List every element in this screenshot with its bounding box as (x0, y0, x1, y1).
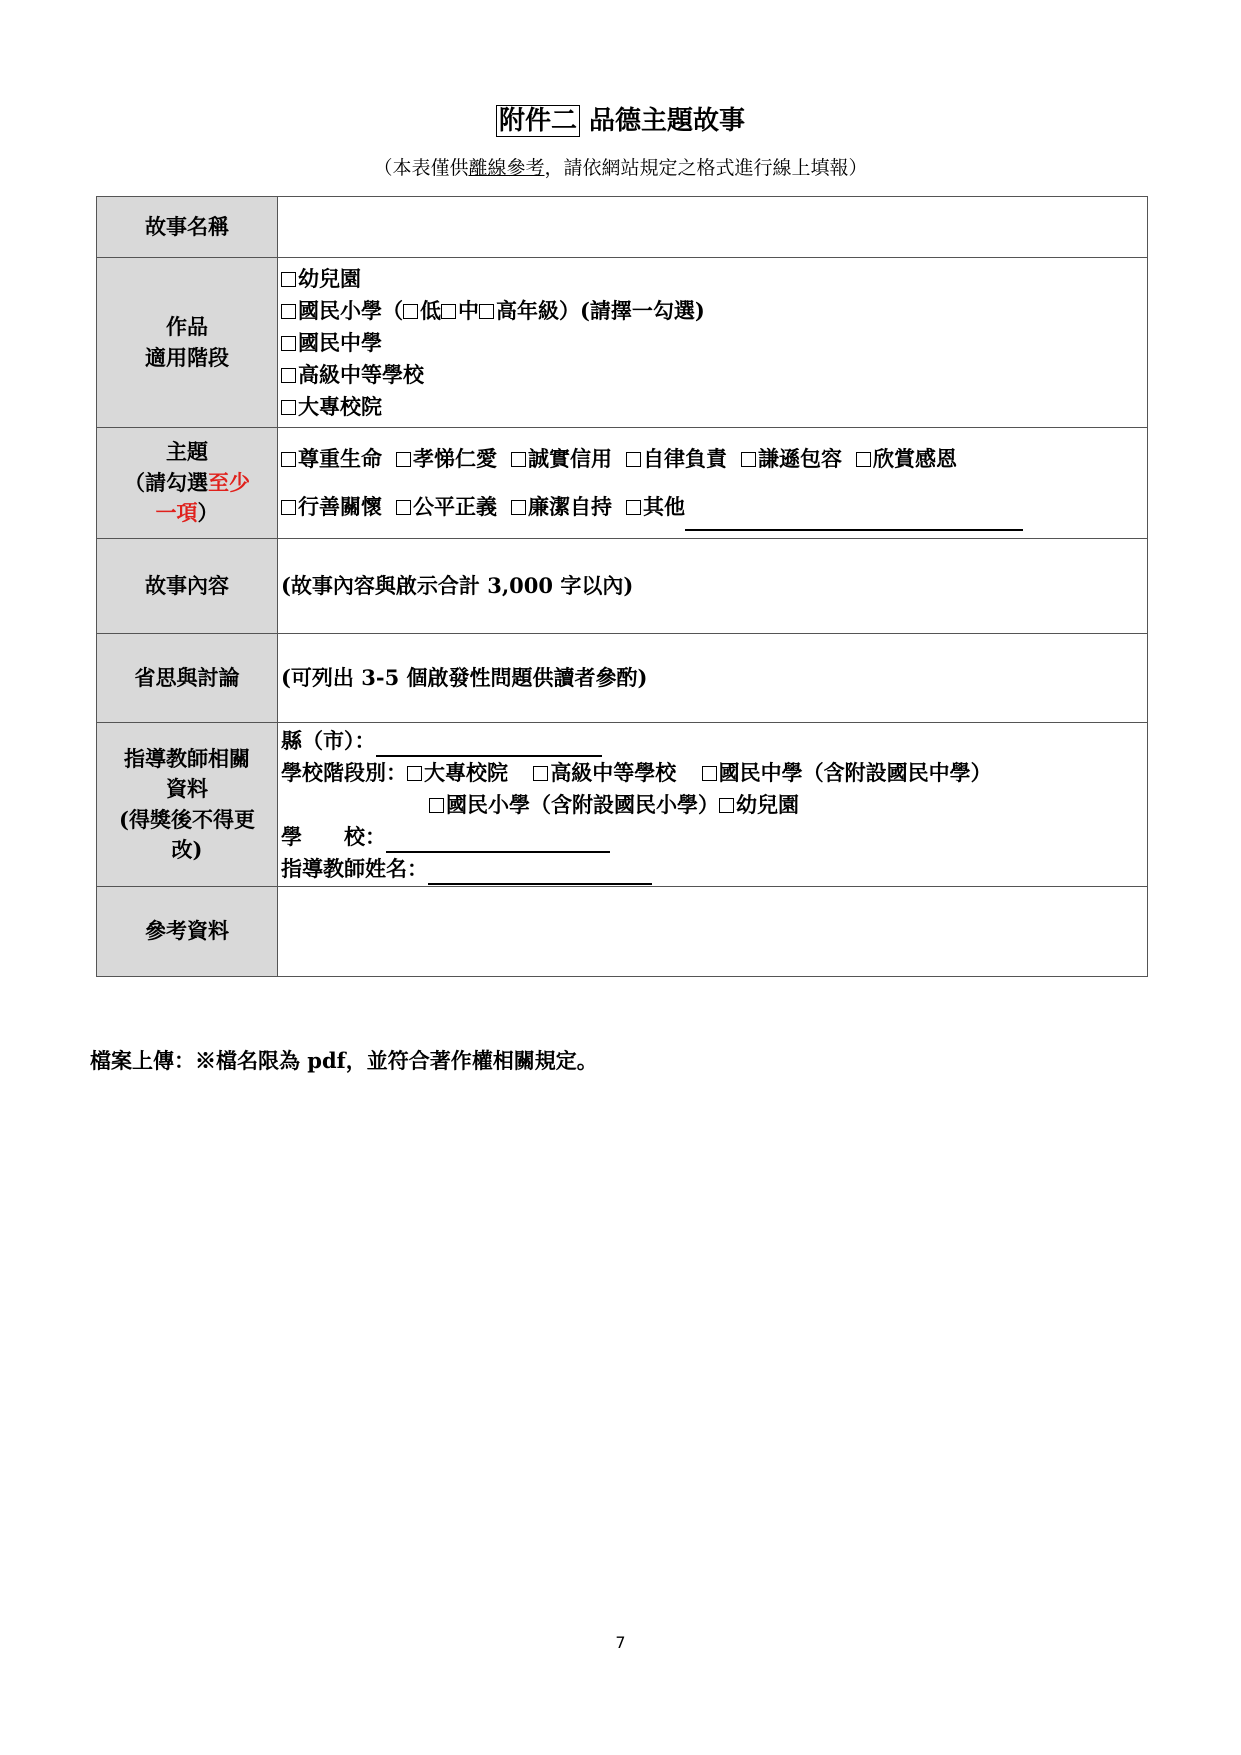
county-fill-line[interactable] (376, 733, 602, 757)
county-label: 縣（市）： (281, 727, 376, 753)
teacher-name-fill-line[interactable] (428, 861, 652, 885)
theme-label: 誠實信用 (528, 446, 612, 471)
stage-label-line1: 作品 (166, 314, 208, 340)
checkbox-icon[interactable] (281, 336, 296, 351)
reference-label: 參考資料 (97, 887, 278, 977)
option-junior-high[interactable] (281, 327, 1145, 359)
stage-kindergarten-option[interactable] (719, 792, 799, 817)
school-fill-line[interactable] (386, 829, 610, 853)
checkbox-icon[interactable] (281, 368, 296, 383)
theme-option[interactable] (626, 446, 727, 471)
page-number: 7 (615, 1633, 626, 1652)
row-teacher (97, 723, 1148, 887)
option-label: 高級中等學校 (298, 361, 424, 387)
theme-row-1 (281, 435, 1145, 483)
theme-option[interactable] (856, 446, 957, 471)
document-title (0, 100, 1241, 137)
story-name-field[interactable] (278, 197, 1148, 258)
story-form-table (96, 196, 1148, 977)
content-hint[interactable]: (故事內容與啟示合計 3,000 字以內) (278, 539, 1148, 634)
theme-label-prefix: （請勾選 (124, 469, 208, 495)
checkbox-icon[interactable] (403, 304, 418, 319)
checkbox-icon[interactable] (281, 304, 296, 319)
theme-label-red2: 一項 (155, 500, 198, 526)
teacher-label-line4: 改) (171, 836, 203, 862)
row-story-name (97, 197, 1148, 258)
grade-low-label: 低 (420, 297, 441, 323)
theme-label-red: 至少 (208, 469, 250, 495)
school-label: 學 校： (281, 823, 386, 849)
checkbox-icon[interactable] (281, 400, 296, 415)
row-stage (97, 258, 1148, 428)
stage-junior-option[interactable] (702, 760, 992, 785)
theme-label (97, 428, 278, 539)
checkbox-icon[interactable] (626, 500, 641, 515)
note-suffix: ，請依網站規定之格式進行線上填報） (544, 157, 868, 179)
checkbox-icon[interactable] (719, 798, 734, 813)
theme-option[interactable] (396, 494, 497, 519)
theme-row-2 (281, 483, 1145, 531)
grade-mid-label: 中 (458, 297, 479, 323)
checkbox-icon[interactable] (441, 304, 456, 319)
row-reflection (97, 634, 1148, 723)
note-prefix: （本表僅供 (373, 157, 469, 179)
checkbox-icon[interactable] (281, 500, 296, 515)
option-label: 國民中學 (298, 329, 382, 355)
stage-junior-label: 國民中學（含附設國民中學） (718, 759, 992, 785)
reflection-label: 省思與討論 (97, 634, 278, 723)
teacher-name-field (281, 853, 1145, 885)
theme-option[interactable] (511, 446, 612, 471)
option-college[interactable] (281, 391, 1145, 423)
row-content (97, 539, 1148, 634)
theme-label: 公平正義 (413, 494, 497, 519)
content-label: 故事內容 (97, 539, 278, 634)
theme-options (278, 428, 1148, 539)
option-elementary (281, 295, 1145, 327)
row-reference (97, 887, 1148, 977)
option-label: 大專校院 (298, 393, 382, 419)
checkbox-icon[interactable] (479, 304, 494, 319)
theme-label: 欣賞感恩 (873, 446, 957, 471)
grade-high-label: 高年級） (496, 297, 580, 323)
row-theme (97, 428, 1148, 539)
stage-label-line2: 適用階段 (145, 344, 229, 370)
checkbox-icon[interactable] (396, 452, 411, 467)
checkbox-icon[interactable] (856, 452, 871, 467)
stage-senior-label: 高級中等學校 (550, 759, 677, 785)
county-field (281, 725, 1145, 757)
checkbox-icon[interactable] (511, 500, 526, 515)
checkbox-icon[interactable] (511, 452, 526, 467)
attachment-tag: 附件二 (496, 105, 580, 137)
stage-senior-option[interactable] (533, 760, 676, 785)
reflection-hint[interactable]: (可列出 3-5 個啟發性問題供讀者參酌) (278, 634, 1148, 723)
checkbox-icon[interactable] (429, 798, 444, 813)
theme-label: 孝悌仁愛 (413, 446, 497, 471)
story-name-label: 故事名稱 (97, 197, 278, 258)
checkbox-icon[interactable] (626, 452, 641, 467)
note-underlined: 離線參考 (468, 157, 545, 179)
theme-label-line3 (99, 498, 275, 528)
theme-option[interactable] (281, 494, 382, 519)
stage-kindergarten-label: 幼兒園 (736, 791, 799, 817)
other-fill-line[interactable] (685, 507, 1023, 531)
school-stage-label: 學校階段別： (281, 759, 407, 785)
title-text: 品德主題故事 (589, 106, 746, 136)
theme-option[interactable] (741, 446, 842, 471)
theme-option[interactable] (281, 446, 382, 471)
school-field (281, 821, 1145, 853)
checkbox-icon[interactable] (533, 766, 548, 781)
theme-label: 尊重生命 (298, 446, 382, 471)
stage-elementary-label: 國民小學（含附設國民小學） (446, 791, 719, 817)
checkbox-icon[interactable] (281, 452, 296, 467)
theme-option[interactable] (396, 446, 497, 471)
theme-label-line2 (99, 468, 275, 498)
option-kindergarten[interactable] (281, 263, 1145, 295)
option-label: 幼兒園 (298, 265, 361, 291)
teacher-name-label: 指導教師姓名： (281, 855, 428, 881)
stage-elementary-option[interactable] (429, 792, 719, 817)
stage-college-option[interactable] (407, 760, 508, 785)
theme-label-line1: 主題 (166, 439, 208, 465)
option-label: 國民小學（ (298, 297, 403, 323)
stage-label (97, 258, 278, 428)
reference-field[interactable] (278, 887, 1148, 977)
upload-note: 檔案上傳：※檔名限為 pdf，並符合著作權相關規定。 (90, 1048, 598, 1073)
checkbox-icon[interactable] (281, 272, 296, 287)
teacher-label-line2: 資料 (166, 776, 208, 802)
teacher-label-line3: (得獎後不得更 (119, 806, 255, 832)
theme-label: 行善關懷 (298, 494, 382, 519)
theme-label: 自律負責 (643, 446, 727, 471)
theme-option-other[interactable] (626, 494, 1023, 519)
stage-options (278, 258, 1148, 428)
checkbox-icon[interactable] (741, 452, 756, 467)
theme-label: 謙遜包容 (758, 446, 842, 471)
school-stage-row (281, 757, 1145, 789)
teacher-label-line1: 指導教師相關 (124, 745, 250, 771)
school-stage-row-2 (281, 789, 1145, 821)
stage-college-label: 大專校院 (424, 759, 508, 785)
teacher-fields (278, 723, 1148, 887)
teacher-label (97, 723, 278, 887)
option-senior-high[interactable] (281, 359, 1145, 391)
theme-option[interactable] (511, 494, 612, 519)
theme-label: 廉潔自持 (528, 494, 612, 519)
checkbox-icon[interactable] (702, 766, 717, 781)
document-subtitle (0, 153, 1241, 180)
checkbox-icon[interactable] (396, 500, 411, 515)
grade-note: (請擇一勾選) (580, 297, 705, 323)
theme-label-suffix: ） (197, 500, 219, 526)
checkbox-icon[interactable] (407, 766, 422, 781)
theme-label: 其他 (643, 494, 685, 519)
